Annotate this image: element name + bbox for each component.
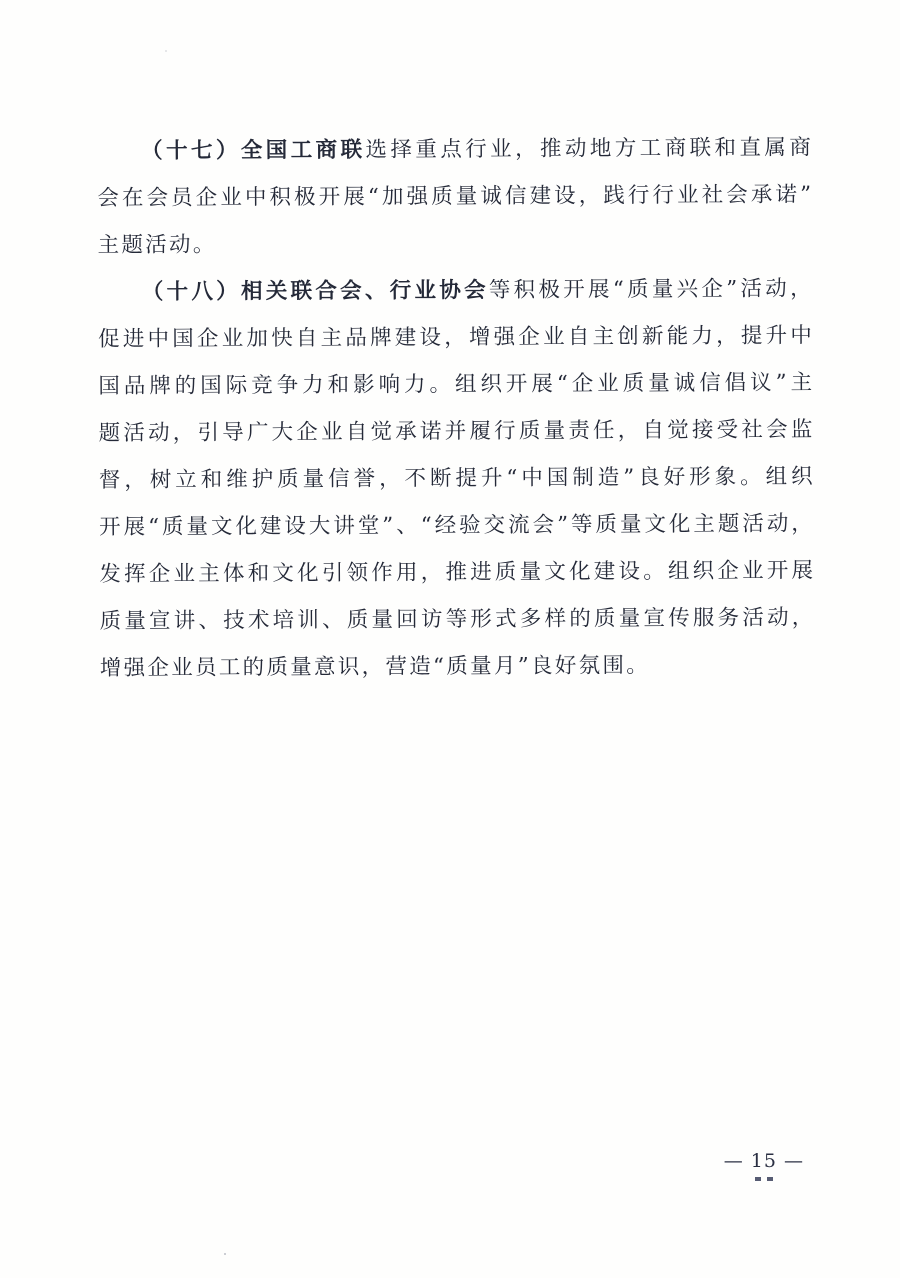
text-line [97,171,813,222]
text-line [97,124,813,175]
text-line-body: 增强企业员工的质量意识，营造“质量月”良好氛围。 [99,653,651,681]
text-line [99,500,815,551]
text-line [98,406,814,457]
text-line-body: 选择重点行业，推动地方工商联和直属商 [365,135,814,163]
scan-artifact [165,50,167,52]
text-line-body: 国品牌的国际竞争力和影响力。组织开展“企业质量诚信倡议”主 [98,370,815,399]
paragraph-17-heading: （十七）全国工商联 [141,137,366,164]
text-line [98,312,814,363]
text-line-body: 主题活动。 [97,232,217,258]
scan-artifact [755,1177,761,1181]
text-line-body: 会在会员企业中积极开展“加强质量诚信建设，践行行业社会承诺” [97,182,814,211]
text-line-body: 开展“质量文化建设大讲堂”、“经验交流会”等质量文化主题活动， [99,511,816,540]
text-line [99,594,815,645]
text-line [97,218,813,269]
text-line [99,453,815,504]
text-line-body: 质量宣讲、技术培训、质量回访等形式多样的质量宣传服务活动， [99,605,816,634]
text-line [99,547,815,598]
scan-artifact [224,1253,226,1255]
text-line [98,359,814,410]
text-line [98,265,814,316]
text-line-body: 促进中国企业加快自主品牌建设，增强企业自主创新能力，提升中 [98,323,815,352]
scan-artifact [767,1177,773,1181]
text-line [100,641,816,692]
document-body-text [97,124,816,692]
text-line-body: 等积极开展“质量兴企”活动， [488,276,814,303]
text-line-body: 题活动，引导广大企业自觉承诺并履行质量责任，自觉接受社会监 [98,417,815,446]
text-line-body: 发挥企业主体和文化引领作用，推进质量文化建设。组织企业开展 [99,558,816,587]
text-line-body: 督，树立和维护质量信誉，不断提升“中国制造”良好形象。组织 [98,464,815,493]
page-number-footer: — 15 — [723,1150,804,1172]
paragraph-18-heading: （十八）相关联合会、行业协会 [141,277,489,305]
